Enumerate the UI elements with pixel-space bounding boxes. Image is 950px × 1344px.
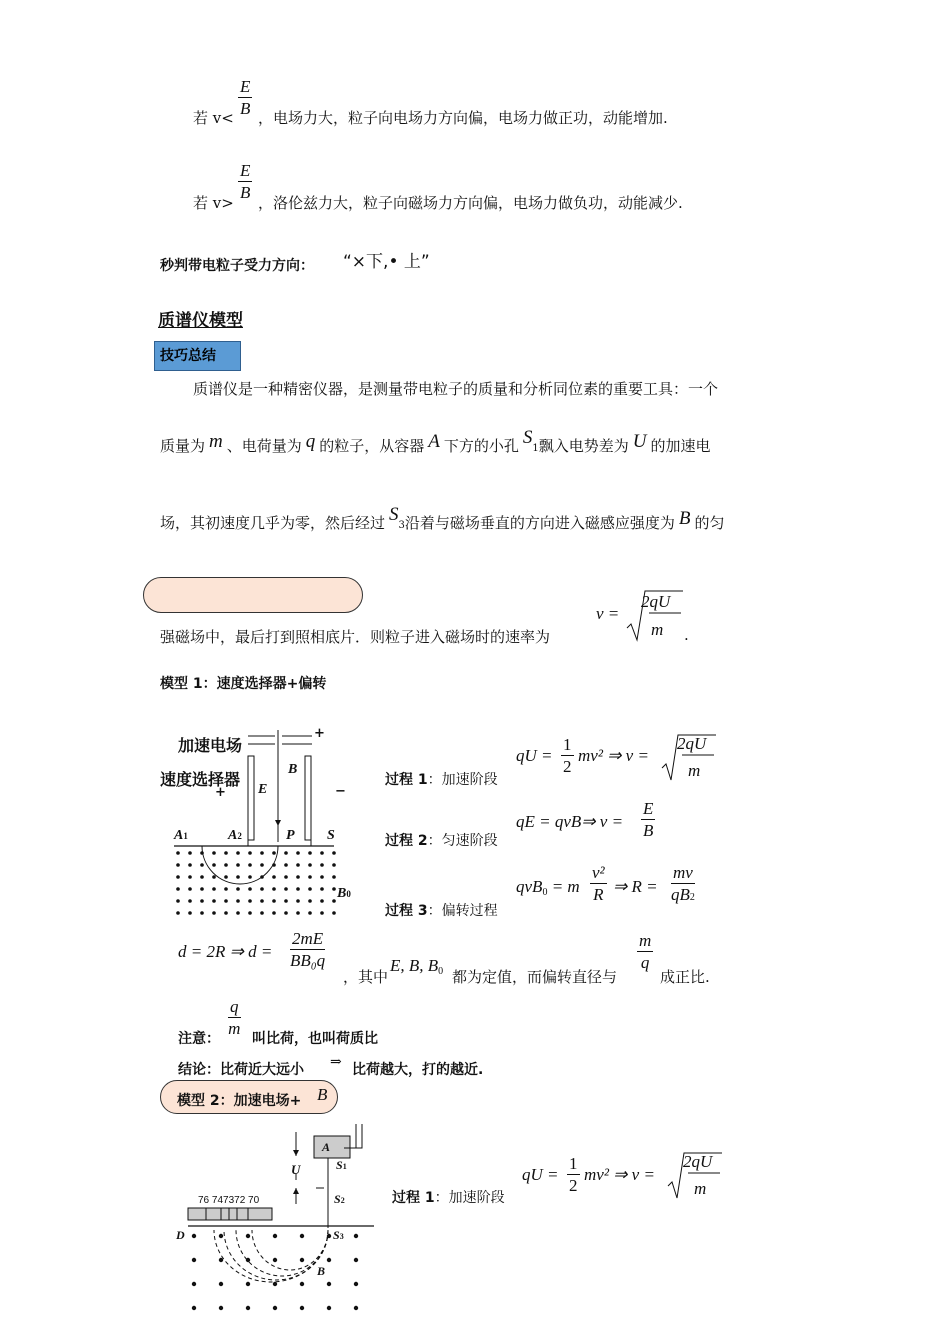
field-dot xyxy=(308,851,312,855)
label-s1: S1 xyxy=(336,1158,347,1172)
field-dot xyxy=(308,911,312,915)
formula-deflect-frac-1: $\frac{\text{v²}}{R}$ xyxy=(592,863,605,905)
field-dot xyxy=(296,911,300,915)
field-dot xyxy=(236,887,240,891)
field-dot xyxy=(272,887,276,891)
field-dot xyxy=(320,911,324,915)
field-dot xyxy=(332,887,336,891)
field-dot xyxy=(272,875,276,879)
field-dot xyxy=(332,899,336,903)
formula-uniform-frac: $\frac{E}{B}$ xyxy=(643,799,654,841)
field-dot xyxy=(246,1306,250,1310)
field-dot xyxy=(296,851,300,855)
field-dot xyxy=(354,1306,358,1310)
intro-line-3: 场，其初速度几乎为零，然后经过 S3沿着与磁场垂直的方向进入磁感应强度为 B 的匀 xyxy=(160,504,725,532)
field-dot xyxy=(300,1306,304,1310)
field-dot xyxy=(248,863,252,867)
field-dot xyxy=(320,863,324,867)
field-dot xyxy=(248,887,252,891)
field-dot xyxy=(212,911,216,915)
condition-line-1 xyxy=(193,107,234,128)
field-dot xyxy=(192,1306,196,1310)
field-dot xyxy=(273,1234,277,1238)
formula-deflect-mid: ⇒ R = xyxy=(613,877,658,896)
label-b-field: B xyxy=(317,1264,326,1278)
field-dot xyxy=(192,1258,196,1262)
field-dot xyxy=(236,875,240,879)
field-dot xyxy=(192,1282,196,1286)
condition-prefix-2: 若 v> xyxy=(193,194,234,212)
q-over-m: $\frac{q}{m}$ xyxy=(228,997,241,1039)
field-dot xyxy=(224,851,228,855)
label-u: U xyxy=(291,1162,301,1177)
formula-accel-frac: $\frac{1}{2}$ xyxy=(563,735,572,777)
field-dot xyxy=(176,863,180,867)
field-dot xyxy=(273,1306,277,1310)
field-dot xyxy=(188,911,192,915)
step-1: 过程 1：加速阶段 xyxy=(385,772,498,788)
field-dot xyxy=(332,851,336,855)
field-dot xyxy=(188,851,192,855)
field-dot xyxy=(284,899,288,903)
sqrt-numerator: 2qU xyxy=(641,592,671,611)
field-dot xyxy=(224,911,228,915)
field-dot xyxy=(332,875,336,879)
field-dot xyxy=(236,899,240,903)
field-dot xyxy=(224,887,228,891)
field-dot xyxy=(272,863,276,867)
label-b: B xyxy=(288,762,298,777)
field-dot xyxy=(327,1234,331,1238)
field-dot xyxy=(176,875,180,879)
label-a: A xyxy=(322,1140,331,1154)
model-2-step-1: 过程 1：加速阶段 xyxy=(392,1190,505,1206)
field-dot xyxy=(236,863,240,867)
field-dot xyxy=(219,1234,223,1238)
field-dot xyxy=(246,1258,250,1262)
field-dot xyxy=(188,887,192,891)
field-dot xyxy=(248,851,252,855)
label-s3: S3 xyxy=(333,1228,344,1242)
model2-formula-mid: mv² ⇒ v = xyxy=(584,1165,655,1184)
formula-uniform-lhs: qE = qvB⇒ v = xyxy=(516,812,624,831)
field-dot xyxy=(284,851,288,855)
field-dot xyxy=(260,875,264,879)
field-dot xyxy=(219,1282,223,1286)
label-plus-top: + xyxy=(314,726,325,741)
period: . xyxy=(684,626,689,644)
tips-badge: 技巧总结 xyxy=(154,341,241,371)
field-dot xyxy=(248,899,252,903)
note-text: 叫比荷，也叫荷质比 xyxy=(252,1031,378,1047)
field-dot xyxy=(308,899,312,903)
field-dot xyxy=(248,911,252,915)
label-s: S xyxy=(327,828,335,843)
field-dot xyxy=(320,887,324,891)
step-3: 过程 3：偏转过程 xyxy=(385,903,498,919)
label-selector: 速度选择器 xyxy=(160,770,241,789)
field-dot xyxy=(300,1258,304,1262)
model-2-title-oval: 模型 2：加速电场+ B xyxy=(160,1080,338,1114)
velocity-formula-lhs: v = xyxy=(596,604,620,623)
model2-sqrt-num: 2qU xyxy=(683,1152,713,1171)
field-dot xyxy=(200,863,204,867)
field-dot xyxy=(246,1234,250,1238)
field-dot xyxy=(224,899,228,903)
d-text-3: 成正比. xyxy=(660,968,710,986)
field-dot xyxy=(327,1282,331,1286)
condition-line-2 xyxy=(193,192,234,213)
d-formula-lhs: d = 2R ⇒ d = xyxy=(178,942,273,961)
formula-deflect-lhs: qvB$_0$ = m xyxy=(516,877,580,898)
field-dot xyxy=(320,851,324,855)
field-dot xyxy=(176,887,180,891)
field-dot xyxy=(320,899,324,903)
field-dot xyxy=(219,1306,223,1310)
label-minus-right: − xyxy=(335,784,346,799)
label-p: P xyxy=(286,828,295,843)
formula-accel-lhs: qU = xyxy=(516,746,553,765)
field-dot xyxy=(248,875,252,879)
intro-line-1: 质谱仪是一种精密仪器，是测量带电粒子的质量和分析同位素的重要工具：一个 xyxy=(193,380,719,398)
field-dot xyxy=(308,863,312,867)
field-dot xyxy=(320,875,324,879)
field-dot xyxy=(354,1282,358,1286)
quick-judge-label: 秒判带电粒子受力方向： xyxy=(160,258,314,274)
field-dot xyxy=(224,863,228,867)
label-plus-left: + xyxy=(215,785,226,800)
model-1-title: 模型 1：速度选择器+偏转 xyxy=(160,676,327,692)
condition-text-2: ，洛伦兹力大，粒子向磁场力方向偏，电场力做负功，动能减少. xyxy=(258,194,683,212)
field-dot xyxy=(260,887,264,891)
label-accel-field: 加速电场 xyxy=(178,736,243,755)
field-dot xyxy=(176,899,180,903)
field-dot xyxy=(272,911,276,915)
field-dot xyxy=(354,1258,358,1262)
field-dot xyxy=(260,851,264,855)
field-dot xyxy=(200,911,204,915)
field-dot xyxy=(260,911,264,915)
field-dot xyxy=(296,899,300,903)
label-a1: A1 xyxy=(174,828,188,843)
field-dot xyxy=(296,887,300,891)
velocity-selector-diagram xyxy=(160,722,360,922)
field-dot xyxy=(176,851,180,855)
mass-spectrometer-diagram xyxy=(172,1122,382,1322)
m-over-q: $\frac{m}{q}$ xyxy=(639,931,652,973)
sqrt-num-1: 2qU xyxy=(677,734,707,753)
label-b0: B0 xyxy=(337,886,351,901)
d-text-1: ，其中 xyxy=(343,968,389,986)
field-dot xyxy=(284,863,288,867)
field-dot xyxy=(212,899,216,903)
highlight-oval xyxy=(143,577,363,613)
field-dot xyxy=(200,875,204,879)
field-dot xyxy=(284,887,288,891)
field-dot xyxy=(219,1258,223,1262)
field-dot xyxy=(188,899,192,903)
field-dot xyxy=(272,899,276,903)
section-title: 质谱仪模型 xyxy=(158,311,243,331)
field-dot xyxy=(200,887,204,891)
field-dot xyxy=(200,851,204,855)
model2-formula-lhs: qU = xyxy=(522,1165,559,1184)
intro-line-2: 质量为 m 、电荷量为 q 的粒子，从容器 A 下方的小孔 S1飘入电势差为 U 的加速电 xyxy=(160,427,711,455)
field-dot xyxy=(308,887,312,891)
label-a2: A2 xyxy=(228,828,242,843)
sqrt-denominator: m xyxy=(651,620,664,639)
field-dot xyxy=(354,1234,358,1238)
quick-judge-value: “×下,• 上” xyxy=(343,252,430,272)
fraction-e-over-b-2: $\frac{E}{B}$ xyxy=(240,161,251,203)
model2-formula-frac: $\frac{1}{2}$ xyxy=(569,1154,578,1196)
magnetic-field-dots-2 xyxy=(172,1122,382,1322)
field-dot xyxy=(236,851,240,855)
field-dot xyxy=(236,911,240,915)
model2-sqrt-den: m xyxy=(694,1179,707,1198)
field-dot xyxy=(327,1258,331,1262)
field-dot xyxy=(224,875,228,879)
d-text-2: 都为定值，而偏转直径与 xyxy=(452,968,618,986)
fraction-e-over-b: $\frac{E}{B}$ xyxy=(240,77,251,119)
arrow-icon: ⇒ xyxy=(330,1054,342,1070)
field-dot xyxy=(188,875,192,879)
field-dot xyxy=(273,1282,277,1286)
step-2: 过程 2：匀速阶段 xyxy=(385,833,498,849)
intro-line-4: 强磁场中，最后打到照相底片．则粒子进入磁场时的速率为 xyxy=(160,628,551,646)
field-dot xyxy=(212,875,216,879)
d-formula-frac: $\frac{2mE}{\text{BB₀q}}$ xyxy=(290,929,326,971)
field-dot xyxy=(212,887,216,891)
field-dot xyxy=(296,863,300,867)
field-dot xyxy=(327,1306,331,1310)
plate-scale-labels: 76 747372 70 xyxy=(198,1195,260,1206)
field-dot xyxy=(300,1282,304,1286)
label-e: E xyxy=(258,782,268,797)
field-dot xyxy=(332,911,336,915)
field-dot xyxy=(284,875,288,879)
field-dot xyxy=(296,875,300,879)
label-s2: S2 xyxy=(334,1192,345,1206)
field-dot xyxy=(300,1234,304,1238)
field-dot xyxy=(188,863,192,867)
field-dot xyxy=(200,899,204,903)
field-dot xyxy=(246,1282,250,1286)
field-dot xyxy=(192,1234,196,1238)
conclusion-text: 比荷越大，打的越近. xyxy=(352,1062,484,1078)
sqrt-den-1: m xyxy=(688,761,701,780)
condition-text-1: ，电场力大，粒子向电场力方向偏，电场力做正功，动能增加. xyxy=(258,109,668,127)
label-d: D xyxy=(176,1228,185,1242)
field-dot xyxy=(212,851,216,855)
field-dot xyxy=(212,863,216,867)
field-dot xyxy=(260,899,264,903)
d-vars: E, B, $B_0$ xyxy=(390,956,444,977)
field-dot xyxy=(273,1258,277,1262)
formula-accel-mid: mv² ⇒ v = xyxy=(578,746,649,765)
note-label: 注意： xyxy=(178,1031,220,1047)
conclusion-label: 结论：比荷近大远小 xyxy=(178,1062,304,1078)
field-dot xyxy=(176,911,180,915)
field-dot xyxy=(284,911,288,915)
field-dot xyxy=(272,851,276,855)
condition-prefix: 若 v< xyxy=(193,109,234,127)
formula-deflect-frac-2: $\frac{mv}{qB2}$ xyxy=(671,863,695,905)
field-dot xyxy=(260,863,264,867)
field-dot xyxy=(332,863,336,867)
field-dot xyxy=(308,875,312,879)
